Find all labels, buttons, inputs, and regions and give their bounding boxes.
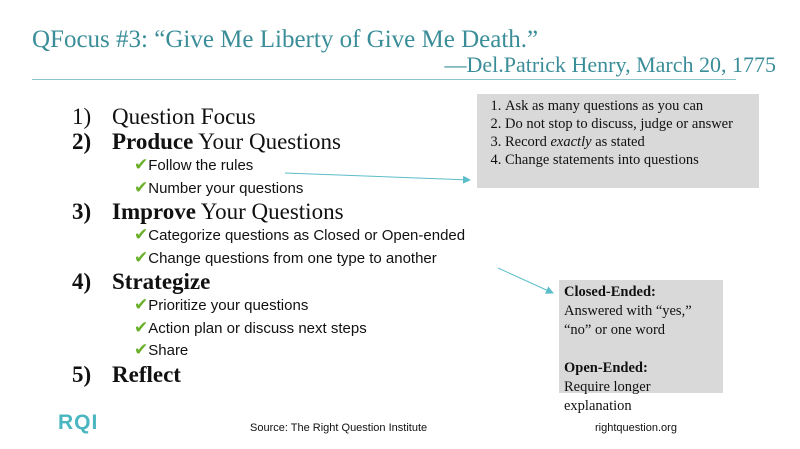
step-item-text: Follow the rules [148, 157, 254, 174]
rule-item: 1. Ask as many questions as you can [505, 97, 755, 115]
check-mark-icon: ✔ [134, 225, 149, 244]
step-number: 4) [72, 269, 92, 294]
rule-text: Record [505, 134, 551, 150]
rule-item: 2. Do not stop to discuss, judge or answer [505, 115, 755, 133]
step-number: 1) [72, 104, 92, 129]
step-label: Your Questions [193, 129, 341, 154]
step-bold-label: Reflect [112, 361, 181, 387]
step-item-text: Number your questions [148, 179, 304, 197]
check-mark-icon: ✔ [134, 295, 149, 314]
step-number: 2) [72, 129, 92, 154]
check-mark-icon: ✔ [134, 177, 149, 197]
source-credit: Source: The Right Question Institute [250, 422, 428, 434]
check-mark-icon: ✔ [134, 247, 149, 267]
check-mark-icon: ✔ [134, 317, 149, 337]
step-number: 3) [72, 199, 92, 224]
step-label: Question Focus [112, 104, 256, 129]
closed-ended-text: Answered with “yes,” “no” or one word [564, 303, 692, 338]
slide-subtitle: —Del.Patrick Henry, March 20, 1775 [444, 52, 776, 77]
step-label: Your Questions [195, 199, 344, 224]
step-bold-label: Strategize [112, 269, 211, 294]
step-number: 5) [72, 361, 92, 387]
website-link: rightquestion.org [595, 422, 677, 434]
step-item-text: Change questions from one type to another [148, 249, 437, 267]
step-bold-label: Improve [112, 199, 196, 224]
step-item-text: Share [148, 342, 189, 359]
open-ended-text: Require longer explanation [564, 379, 651, 414]
check-mark-icon: ✔ [134, 155, 149, 174]
arrow-icon [498, 268, 553, 293]
open-ended-title: Open-Ended: [564, 360, 648, 376]
step-item-text: Action plan or discuss next steps [148, 319, 367, 337]
rule-item: 4. Change statements into questions [505, 151, 755, 169]
arrow-icon [285, 173, 470, 180]
slide-title: QFocus #3: “Give Me Liberty of Give Me Death.” [32, 26, 539, 53]
step-item-text: Categorize questions as Closed or Open-ended [148, 227, 466, 244]
rule-emphasis: exactly [550, 134, 592, 150]
step-item-text: Prioritize your questions [148, 297, 309, 314]
rqi-logo: RQI [58, 411, 99, 434]
closed-ended-title: Closed-Ended: [564, 284, 656, 300]
step-bold-label: Produce [112, 129, 194, 154]
check-mark-icon: ✔ [134, 340, 149, 359]
rule-text: as stated [591, 134, 645, 150]
